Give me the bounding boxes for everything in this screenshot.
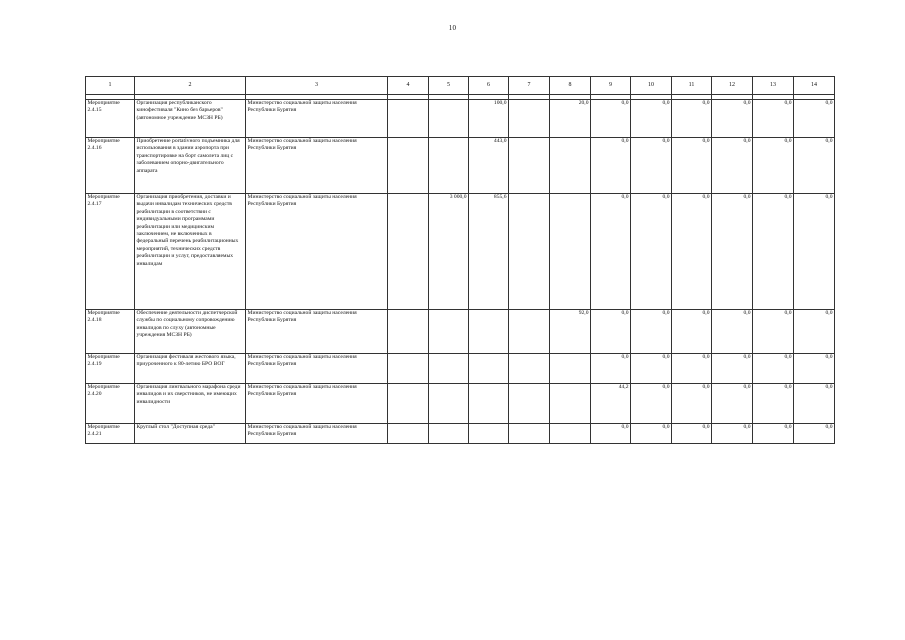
column-header-8: 8 bbox=[550, 77, 591, 95]
value-cell-col-4 bbox=[388, 100, 429, 138]
value-cell-col-10: 0,0 bbox=[631, 194, 672, 310]
value-cell-col-9: 0,0 bbox=[591, 138, 631, 194]
value-cell-col-9: 0,0 bbox=[591, 310, 631, 354]
column-header-5: 5 bbox=[429, 77, 469, 95]
activity-code-cell: Мероприятие 2.4.18 bbox=[86, 310, 135, 354]
value-cell-col-4 bbox=[388, 384, 429, 424]
column-header-4: 4 bbox=[388, 77, 429, 95]
table-row bbox=[86, 310, 835, 354]
value-cell-col-11: 0,0 bbox=[672, 138, 712, 194]
activity-name-cell: Организация республиканского кинофестиваля "Кино без барьеров" (автономное учреждение МСЗН РБ) bbox=[135, 100, 246, 138]
value-cell-col-8 bbox=[550, 354, 591, 384]
value-cell-col-13: 0,0 bbox=[753, 194, 794, 310]
value-cell-col-14: 0,0 bbox=[794, 354, 835, 384]
value-cell-col-7 bbox=[509, 384, 550, 424]
value-cell-col-11: 0,0 bbox=[672, 424, 712, 444]
value-cell-col-11: 0,0 bbox=[672, 194, 712, 310]
value-cell-col-11: 0,0 bbox=[672, 100, 712, 138]
value-cell-col-4 bbox=[388, 138, 429, 194]
executor-cell: Министерство социальной защиты населения Республики Бурятия bbox=[246, 354, 388, 384]
activity-code-cell: Мероприятие 2.4.21 bbox=[86, 424, 135, 444]
table-row bbox=[86, 100, 835, 138]
column-header-11: 11 bbox=[672, 77, 712, 95]
value-cell-col-5 bbox=[429, 384, 469, 424]
value-cell-col-5 bbox=[429, 424, 469, 444]
activity-name-cell: Приобретение portativного подъемника для использования в здании аэропорта при транспортировке на борт самолета лиц с заболеванием опорно-двигательного аппарата bbox=[135, 138, 246, 194]
value-cell-col-12: 0,0 bbox=[712, 310, 753, 354]
value-cell-col-13: 0,0 bbox=[753, 384, 794, 424]
value-cell-col-10: 0,0 bbox=[631, 138, 672, 194]
column-header-2: 2 bbox=[135, 77, 246, 95]
value-cell-col-8 bbox=[550, 138, 591, 194]
page-number: 10 bbox=[448, 24, 457, 32]
value-cell-col-14: 0,0 bbox=[794, 100, 835, 138]
value-cell-col-10: 0,0 bbox=[631, 310, 672, 354]
value-cell-col-6: 443,0 bbox=[469, 138, 509, 194]
value-cell-col-5 bbox=[429, 138, 469, 194]
value-cell-col-8: 92,0 bbox=[550, 310, 591, 354]
value-cell-col-9: 44,2 bbox=[591, 384, 631, 424]
executor-cell: Министерство социальной защиты населения Республики Бурятия bbox=[246, 384, 388, 424]
value-cell-col-5 bbox=[429, 100, 469, 138]
value-cell-col-12: 0,0 bbox=[712, 138, 753, 194]
table-row bbox=[86, 384, 835, 424]
value-cell-col-14: 0,0 bbox=[794, 194, 835, 310]
executor-cell: Министерство социальной защиты населения Республики Бурятия bbox=[246, 424, 388, 444]
table-row bbox=[86, 424, 835, 444]
value-cell-col-6 bbox=[469, 354, 509, 384]
activity-name-cell: Круглый стол "Доступная среда" bbox=[135, 424, 246, 444]
value-cell-col-5: 3 000,0 bbox=[429, 194, 469, 310]
value-cell-col-6 bbox=[469, 424, 509, 444]
executor-cell: Министерство социальной защиты населения Республики Бурятия bbox=[246, 138, 388, 194]
value-cell-col-7 bbox=[509, 194, 550, 310]
executor-cell: Министерство социальной защиты населения Республики Бурятия bbox=[246, 194, 388, 310]
column-header-10: 10 bbox=[631, 77, 672, 95]
program-activities-table bbox=[85, 76, 835, 444]
value-cell-col-12: 0,0 bbox=[712, 194, 753, 310]
value-cell-col-4 bbox=[388, 424, 429, 444]
value-cell-col-7 bbox=[509, 310, 550, 354]
value-cell-col-6: 855,6 bbox=[469, 194, 509, 310]
column-header-7: 7 bbox=[509, 77, 550, 95]
value-cell-col-11: 0,0 bbox=[672, 384, 712, 424]
value-cell-col-12: 0,0 bbox=[712, 424, 753, 444]
value-cell-col-14: 0,0 bbox=[794, 310, 835, 354]
activity-code-cell: Мероприятие 2.4.19 bbox=[86, 354, 135, 384]
value-cell-col-13: 0,0 bbox=[753, 424, 794, 444]
value-cell-col-8: 20,0 bbox=[550, 100, 591, 138]
table-row bbox=[86, 194, 835, 310]
value-cell-col-9: 0,0 bbox=[591, 100, 631, 138]
value-cell-col-11: 0,0 bbox=[672, 354, 712, 384]
activity-name-cell: Организация приобретения, доставки и выдачи инвалидам технических средств реабилитации в соответствии с индивидуальными программами реабилитации или медицинским заключением, не включенных в федеральный перечень реабилитационных мероприятий, технических средств реабилитации и услуг, предоставляемых инвалидам bbox=[135, 194, 246, 310]
value-cell-col-4 bbox=[388, 354, 429, 384]
value-cell-col-9: 0,0 bbox=[591, 194, 631, 310]
value-cell-col-13: 0,0 bbox=[753, 138, 794, 194]
table-row bbox=[86, 354, 835, 384]
value-cell-col-9: 0,0 bbox=[591, 424, 631, 444]
activity-code-cell: Мероприятие 2.4.17 bbox=[86, 194, 135, 310]
executor-cell: Министерство социальной защиты населения Республики Бурятия bbox=[246, 310, 388, 354]
activity-name-cell: Обеспечение деятельности диспетчерской службы по социальному сопровождению инвалидов по слуху (автономные учреждения МСЗН РБ) bbox=[135, 310, 246, 354]
value-cell-col-10: 0,0 bbox=[631, 100, 672, 138]
value-cell-col-7 bbox=[509, 424, 550, 444]
value-cell-col-8 bbox=[550, 384, 591, 424]
activity-code-cell: Мероприятие 2.4.15 bbox=[86, 100, 135, 138]
value-cell-col-6 bbox=[469, 384, 509, 424]
value-cell-col-12: 0,0 bbox=[712, 384, 753, 424]
value-cell-col-4 bbox=[388, 310, 429, 354]
value-cell-col-14: 0,0 bbox=[794, 138, 835, 194]
activity-name-cell: Организация лингвального марафона среди инвалидов и их сверстников, не имеющих инвалидности bbox=[135, 384, 246, 424]
value-cell-col-14: 0,0 bbox=[794, 384, 835, 424]
value-cell-col-6 bbox=[469, 310, 509, 354]
value-cell-col-10: 0,0 bbox=[631, 354, 672, 384]
value-cell-col-5 bbox=[429, 310, 469, 354]
value-cell-col-6: 100,0 bbox=[469, 100, 509, 138]
column-header-1: 1 bbox=[86, 77, 135, 95]
value-cell-col-13: 0,0 bbox=[753, 310, 794, 354]
value-cell-col-12: 0,0 bbox=[712, 100, 753, 138]
value-cell-col-10: 0,0 bbox=[631, 424, 672, 444]
column-header-14: 14 bbox=[794, 77, 835, 95]
table-row bbox=[86, 138, 835, 194]
column-number-row bbox=[86, 77, 835, 95]
column-header-9: 9 bbox=[591, 77, 631, 95]
value-cell-col-7 bbox=[509, 354, 550, 384]
column-header-13: 13 bbox=[753, 77, 794, 95]
value-cell-col-8 bbox=[550, 424, 591, 444]
value-cell-col-8 bbox=[550, 194, 591, 310]
executor-cell: Министерство социальной защиты населения Республики Бурятия bbox=[246, 100, 388, 138]
column-header-12: 12 bbox=[712, 77, 753, 95]
column-header-3: 3 bbox=[246, 77, 388, 95]
value-cell-col-14: 0,0 bbox=[794, 424, 835, 444]
value-cell-col-9: 0,0 bbox=[591, 354, 631, 384]
value-cell-col-4 bbox=[388, 194, 429, 310]
value-cell-col-12: 0,0 bbox=[712, 354, 753, 384]
value-cell-col-13: 0,0 bbox=[753, 100, 794, 138]
value-cell-col-7 bbox=[509, 138, 550, 194]
value-cell-col-5 bbox=[429, 354, 469, 384]
activity-code-cell: Мероприятие 2.4.20 bbox=[86, 384, 135, 424]
value-cell-col-7 bbox=[509, 100, 550, 138]
value-cell-col-13: 0,0 bbox=[753, 354, 794, 384]
activity-code-cell: Мероприятие 2.4.16 bbox=[86, 138, 135, 194]
value-cell-col-10: 0,0 bbox=[631, 384, 672, 424]
column-header-6: 6 bbox=[469, 77, 509, 95]
value-cell-col-11: 0,0 bbox=[672, 310, 712, 354]
activity-name-cell: Организация фестиваля жестового языка, приуроченного к 80-летию БРО ВОГ bbox=[135, 354, 246, 384]
table-body bbox=[86, 95, 835, 444]
